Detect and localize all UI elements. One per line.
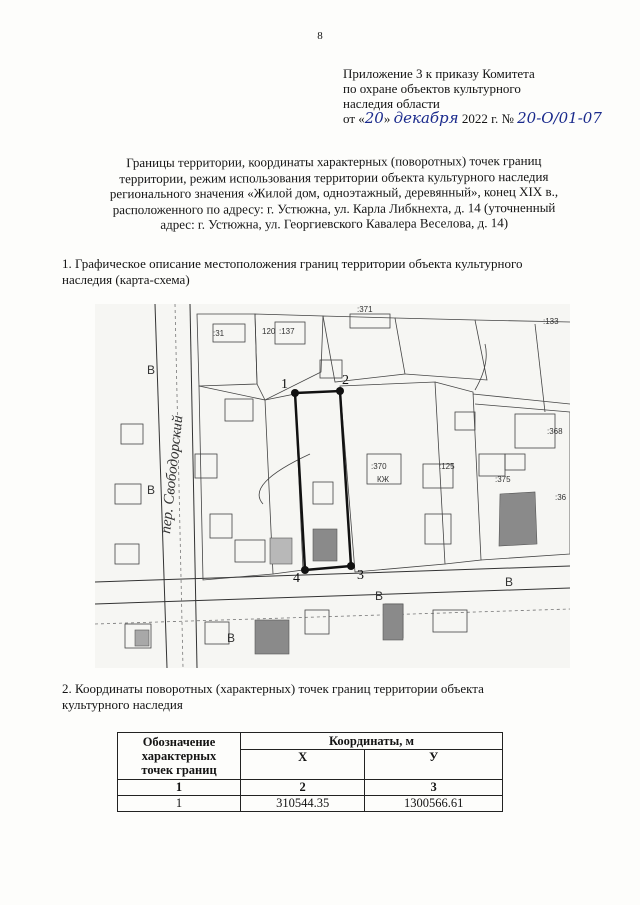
point-cell: 1: [118, 796, 241, 812]
handwritten-day: 20: [364, 109, 384, 127]
zone-label-2: В: [147, 483, 156, 497]
boundary-point-4-marker: [301, 566, 309, 574]
appendix-line-2: по охране объектов культурного: [343, 81, 521, 96]
y-cell: 1300566.61: [365, 796, 503, 812]
zone-label-5: В: [505, 575, 514, 589]
table-numbering-row: [118, 780, 503, 796]
date-prefix: от «: [343, 111, 365, 126]
section-2-heading: [62, 681, 622, 713]
designation-header-line-1: Обозначение: [142, 735, 216, 749]
title-line-2: территории, режим использования территории объекта культурного наследия: [119, 168, 549, 186]
parcel-label-125: :125: [439, 462, 455, 471]
title-line-5: адрес: г. Устюжна, ул. Георгиевского Кавалера Веселова, д. 14): [160, 215, 509, 232]
section-2-line-1: 2. Координаты поворотных (характерных) точек границ территории объекта: [62, 681, 484, 696]
parcel-label-370: :370: [371, 462, 387, 471]
title-line-3: регионального значения «Жилой дом, одноэтажный, деревянный», конец XIX в.,: [109, 183, 559, 202]
page-number: 8: [317, 30, 323, 42]
section-1-line-2: наследия (карта-схема): [62, 272, 190, 287]
coordinates-table: [117, 732, 503, 812]
coordinates-header: Координаты, м: [241, 733, 503, 750]
street-name-label: пер. Свободорский: [158, 414, 187, 535]
parcel-label-371: :371: [357, 305, 373, 314]
boundary-point-3-marker: [347, 562, 355, 570]
boundary-point-4-label: 4: [293, 571, 300, 586]
zone-label-3: В: [227, 631, 236, 645]
designation-header: [118, 733, 241, 780]
boundary-point-2-label: 2: [342, 373, 349, 388]
parcel-label-36: :36: [555, 493, 567, 502]
zone-label-1: В: [147, 363, 156, 377]
document-title: [40, 152, 628, 233]
x-cell: 310544.35: [241, 796, 365, 812]
title-line-4: расположенного по адресу: г. Устюжна, ул. Карла Либкнехта, д. 14 (уточненный: [112, 199, 556, 217]
numbering-cell-3: 3: [365, 780, 503, 796]
boundary-map: [95, 304, 570, 668]
boundary-point-1-marker: [291, 389, 299, 397]
boundary-point-1-label: 1: [281, 377, 288, 392]
title-line-1: Границы территории, координаты характерных (поворотных) точек границ: [126, 152, 542, 171]
parcel-label-137: :137: [279, 327, 295, 336]
table-row: [118, 796, 503, 812]
date-year: 2022 г. №: [461, 111, 514, 126]
handwritten-month: декабря: [393, 109, 459, 127]
designation-header-line-2: характерных: [141, 749, 217, 763]
handwritten-order-number: 20-О/01-07: [517, 109, 602, 127]
appendix-header: [343, 66, 633, 126]
section-1-heading: [62, 256, 622, 288]
boundary-point-3-label: 3: [357, 568, 364, 583]
appendix-line-1: Приложение 3 к приказу Комитета: [343, 66, 535, 81]
designation-header-line-3: точек границ: [141, 763, 217, 777]
section-2-line-2: культурного наследия: [62, 697, 183, 712]
parcel-label-133: :133: [543, 317, 559, 326]
table-header-row-1: [118, 733, 503, 750]
section-1-line-1: 1. Графическое описание местоположения границ территории объекта культурного: [62, 256, 523, 271]
numbering-cell-2: 2: [241, 780, 365, 796]
parcel-label-375: :375: [495, 475, 511, 484]
appendix-date-line: [343, 111, 633, 126]
zone-label-4: В: [375, 589, 384, 603]
y-header: У: [365, 750, 503, 780]
date-mid: »: [383, 111, 391, 126]
parcel-label-368: :368: [547, 427, 563, 436]
appendix-line-3: наследия области: [343, 96, 440, 111]
parcel-label-120: 120: [262, 327, 276, 336]
parcel-label-kh: КЖ: [377, 475, 390, 484]
x-header: X: [241, 750, 365, 780]
parcel-label-31: :31: [213, 329, 225, 338]
boundary-point-2-marker: [336, 387, 344, 395]
numbering-cell-1: 1: [118, 780, 241, 796]
